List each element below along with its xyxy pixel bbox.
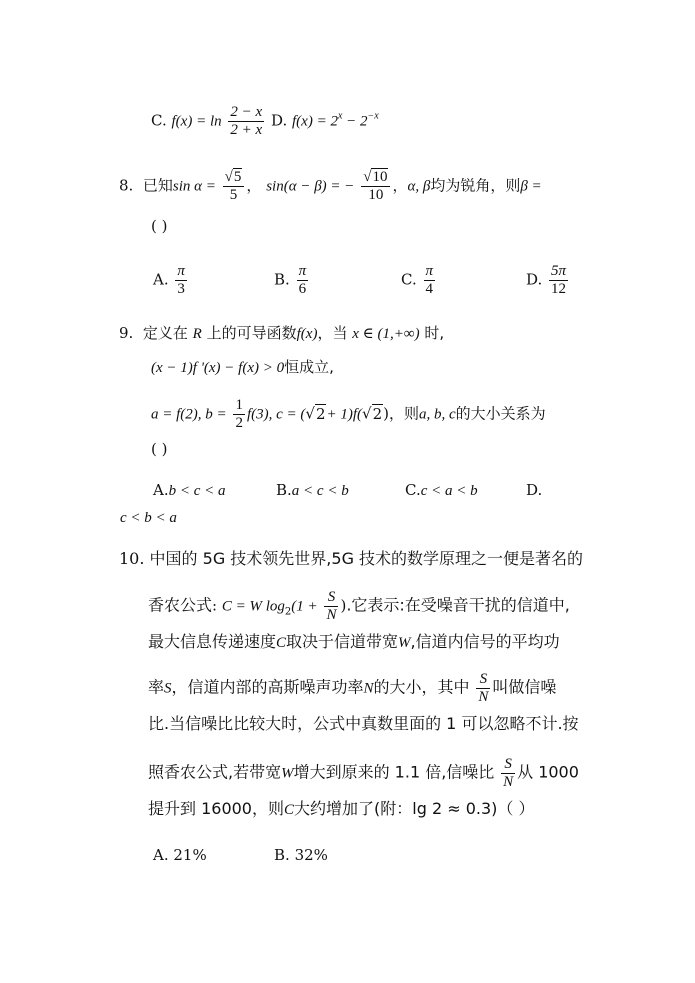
q10-line-3 [148,632,560,653]
q10-line4-N: N [363,680,374,697]
q9-option-a [153,480,226,501]
q10-formula-sub: 2 [284,606,292,618]
q7-option-c-num: 2 − x [230,104,263,120]
q7-option-c-fx: f(x) = ln [171,113,222,130]
q8-option-a-den: 3 [177,281,185,297]
q9-line3-frac-num: 1 [235,397,243,413]
q9-line3-sqrt-1: 2 [315,404,326,423]
q9-option-c-label: C. [405,481,421,499]
q8-suffix-2: 均为锐角，则 [430,176,521,195]
q9-option-b-expr: a < c < b [291,483,349,499]
q8-fraction-2: $\frac{√10}{10}$ [361,169,390,204]
q9-option-c-expr: c < a < b [420,483,478,499]
q8-prefix: 已知 [142,176,173,195]
q9-line3-c: + 1)f( [326,406,363,423]
q8-ab-vars: α, β [407,178,431,195]
q9-line3-vars: a, b, c [419,406,456,423]
q10-line4-d: 叫做信噪 [492,677,557,697]
q10-option-b-value: 32% [294,846,328,864]
q10-line6-a: 照香农公式,若带宽 [148,762,282,782]
q10-line4-frac-den: N [478,689,489,705]
q9-line1-b: 上的可导函数 [206,324,297,342]
q10-line-7 [148,799,534,820]
q10-line2-b: .它表示:在受噪音干扰的信道中, [346,595,570,615]
q8-option-d-den: 12 [551,281,567,297]
q9-line3-text: ，则 [388,404,419,423]
q7-option-d-fx: f(x) = 2 [292,113,338,130]
q8-comma: ， [246,176,262,195]
q10-line6-frac-num: S [501,756,515,774]
q10-line4-b: ，信道内部的高斯噪声功率 [171,677,364,697]
q10-line-5 [148,714,579,734]
q9-line-1 [119,323,444,344]
q10-line1-text: 中国的 5G 技术领先世界,5G 技术的数学原理之一便是著名的 [149,549,584,568]
q8-option-a [153,263,189,298]
q9-line1-c: ，当 [317,324,348,342]
q10-line6-c: 从 1000 [517,762,579,782]
q10-option-b [274,845,328,865]
q10-line2-frac-den: N [326,607,337,623]
q10-line6-W: W [281,765,294,782]
q8-option-c-label: C. [401,270,417,289]
q10-line2-a: 香农公式 [148,595,213,615]
q7-option-c [151,104,379,139]
q10-line4-S: S [164,680,172,697]
q8-option-c [401,263,437,298]
q8-fraction-1: $\frac{√5}{5}$ [223,169,245,204]
q10-line-6 [148,756,579,791]
q9-line-3: a = f(2), b = $\frac{1}{2}$ f(3), c = (√2+ 1)f(√2)，则a, b, c的大小关系为 [151,397,546,431]
q8-option-b-den: 6 [298,281,307,297]
q10-line3-W: W [398,635,411,651]
q7-option-d-label: D. [270,111,288,130]
q10-line-2 [148,589,570,624]
q8-frac1-den: 5 [229,187,238,203]
q9-line3-frac-den: 2 [235,415,243,431]
q8-suffix-1: ， [392,176,408,195]
q10-line5-text: 比.当信噪比比较大时，公式中真数里面的 1 可以忽略不计.按 [148,714,579,733]
q10-option-a-label: A. [153,846,169,864]
q10-option-a [153,845,207,865]
q10-line3-b: 取决于信道带宽 [286,632,399,651]
q8-frac2-den: 10 [368,187,384,203]
q8-option-a-label: A. [153,270,169,289]
q10-line6-b: 增大到原来的 1.1 倍,信噪比 [293,762,495,782]
q10-option-b-label: B. [274,846,290,864]
q7-option-c-den: 2 + x [230,122,263,138]
q9-line2-math: (x − 1)f '(x) − f(x) > 0 [151,360,285,376]
q9-line3-sqrt-2: 2 [372,404,383,423]
q8-sin-alpha: sin α = [172,178,216,195]
q10-formula-c: ) [340,596,347,615]
q10-line-1 [119,549,583,569]
q10-line2-frac-num: S [324,589,338,607]
q8-paren: ( ) [151,217,168,235]
q9-option-d [526,480,542,501]
q8-frac1-radicand: 5 [233,169,242,185]
q7-option-d-exp2: −x [367,110,379,122]
q8-option-c-den: 4 [425,281,433,297]
q10-line4-a: 率 [148,677,165,697]
q10-number: 10. [119,549,145,568]
q9-line1-d: 时, [424,324,445,342]
q9-line3-d: ) [383,404,389,423]
q9-line1-fx: f(x) [296,326,318,342]
q10-line3-c: ,信道内信号的平均功 [410,632,560,651]
q9-line3-text2: 的大小关系为 [455,404,546,423]
q7-option-c-fraction [228,104,264,139]
q8-option-a-num: π [177,263,185,279]
q9-option-a-expr: b < c < a [168,483,226,499]
q10-line6-frac-den: N [503,774,514,790]
q8-number: 8. [119,176,134,195]
q9-option-b [276,480,349,501]
q8-sin-diff: sin(α − β) = − [266,178,355,195]
q10-formula-b: (1 + [291,598,318,615]
q7-option-d-exp1: x [337,110,343,122]
q9-option-c [405,480,478,501]
q10-line4-frac-num: S [476,671,490,689]
q8-option-d-label: D. [526,270,543,289]
q8-option-c-num: π [425,263,434,279]
q8-option-d-num: 5π [551,263,567,279]
q10-formula-a: C = W log [221,598,285,615]
q8-option-b [274,263,310,298]
q9-line3-b: f(3), c = ( [246,406,306,423]
q10-line7-C: C [284,802,295,818]
q9-option-d-wrap: c < b < a [120,510,177,526]
q9-line1-R: R [192,326,202,342]
q8-beta-eq: β = [520,178,542,195]
q10-line3-C: C [276,635,287,651]
q10-option-a-value: 21% [173,846,207,864]
q9-number: 9. [119,324,134,342]
q8-option-b-label: B. [274,270,290,289]
q9-option-a-label: A. [153,481,169,499]
q9-option-b-label: B. [276,481,292,499]
q9-line3-a: a = f(2), b = [151,406,227,423]
q9-option-d-label: D. [526,481,543,499]
q10-line4-c: 的大小，其中 [373,677,470,697]
q10-line3-a: 最大信息传递速度 [148,632,277,651]
q9-line-2 [151,357,334,378]
q10-line-4 [148,671,556,706]
q10-line7-b: 大约增加了(附：lg 2 ≈ 0.3)（ ） [294,799,535,818]
q8-option-d [526,263,570,298]
q10-line7-a: 提升到 16000，则 [148,799,284,818]
q8-frac2-radicand: 10 [372,169,388,185]
q7-option-d-minus: − 2 [342,113,368,130]
q9-line1-x: x ∈ (1,+∞) [352,326,420,342]
q8-option-b-num: π [298,263,307,279]
q7-option-c-label: C. [151,111,167,130]
q8-stem [119,169,542,204]
q10-line2-sep: : [212,596,218,615]
q9-line1-a: 定义在 [142,324,188,342]
q9-paren: ( ) [151,440,168,458]
q9-line2-text: 恒成立, [284,358,334,376]
